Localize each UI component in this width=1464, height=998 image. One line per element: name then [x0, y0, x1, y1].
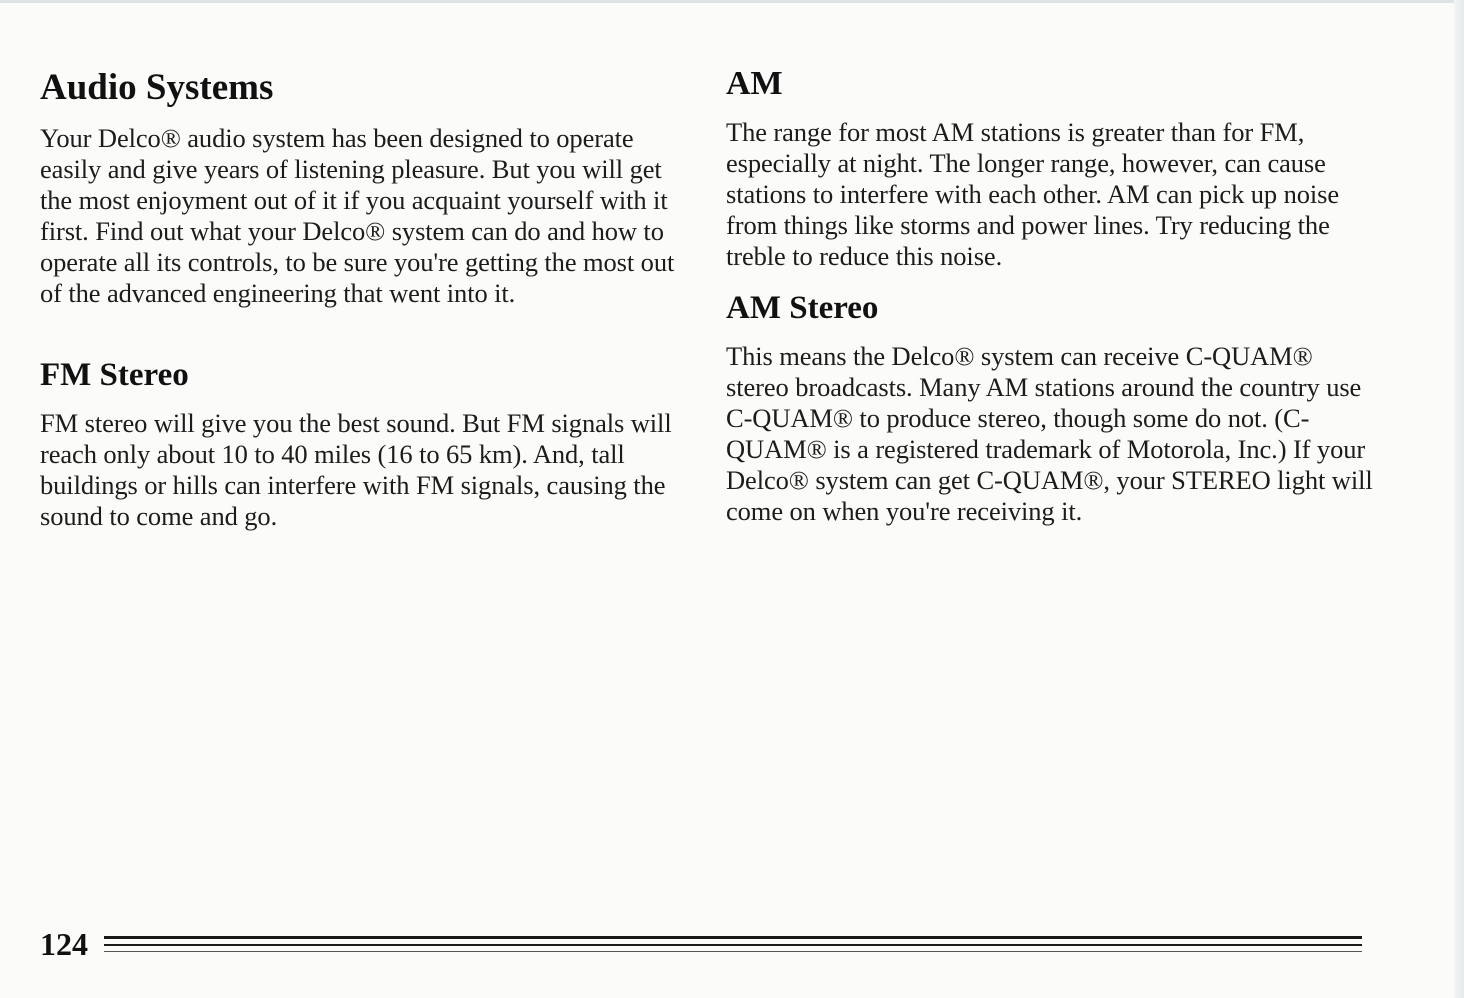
- am-paragraph: The range for most AM stations is greater than for FM, especially at night. The longer range, however, can cause stations to interfere with each other. AM can pick up noise from things like storms and power lines. Try reducing the treble to reduce this noise.: [726, 117, 1340, 271]
- audio-systems-paragraph: Your Delco® audio system has been designed to operate easily and give years of listening pleasure. But you will get the most enjoyment out of it if you acquaint yourself with it first. Find out what your Delco® system can do and how to operate all its controls, to be sure you're getting the most out of the advanced engineering that went into it.: [40, 123, 675, 308]
- am-stereo-paragraph: This means the Delco® system can receive C-QUAM® stereo broadcasts. Many AM stations around the country use C-QUAM® to produce stereo, though some do not. (C-QUAM® is a registered trademark of Motorola, Inc.) If your Delco® system can get C-QUAM®, your STEREO light will come on when you're receiving it.: [726, 341, 1373, 526]
- am-stereo-heading: AM Stereo: [726, 290, 879, 326]
- am-heading: AM: [726, 65, 783, 102]
- footer-rule-thin: [104, 951, 1362, 952]
- page-edge-right: [1454, 0, 1464, 998]
- footer-rule-thick: [104, 936, 1362, 939]
- fm-stereo-heading: FM Stereo: [40, 357, 189, 393]
- footer-rule-medium: [104, 944, 1362, 946]
- fm-stereo-paragraph: FM stereo will give you the best sound. But FM signals will reach only about 10 to 40 miles (16 to 65 km). And, tall buildings or hills can interfere with FM signals, causing the sound to come and go.: [40, 408, 672, 531]
- page-number: 124: [40, 926, 88, 962]
- audio-systems-heading: Audio Systems: [40, 67, 274, 108]
- page-edge-top: [0, 0, 1464, 3]
